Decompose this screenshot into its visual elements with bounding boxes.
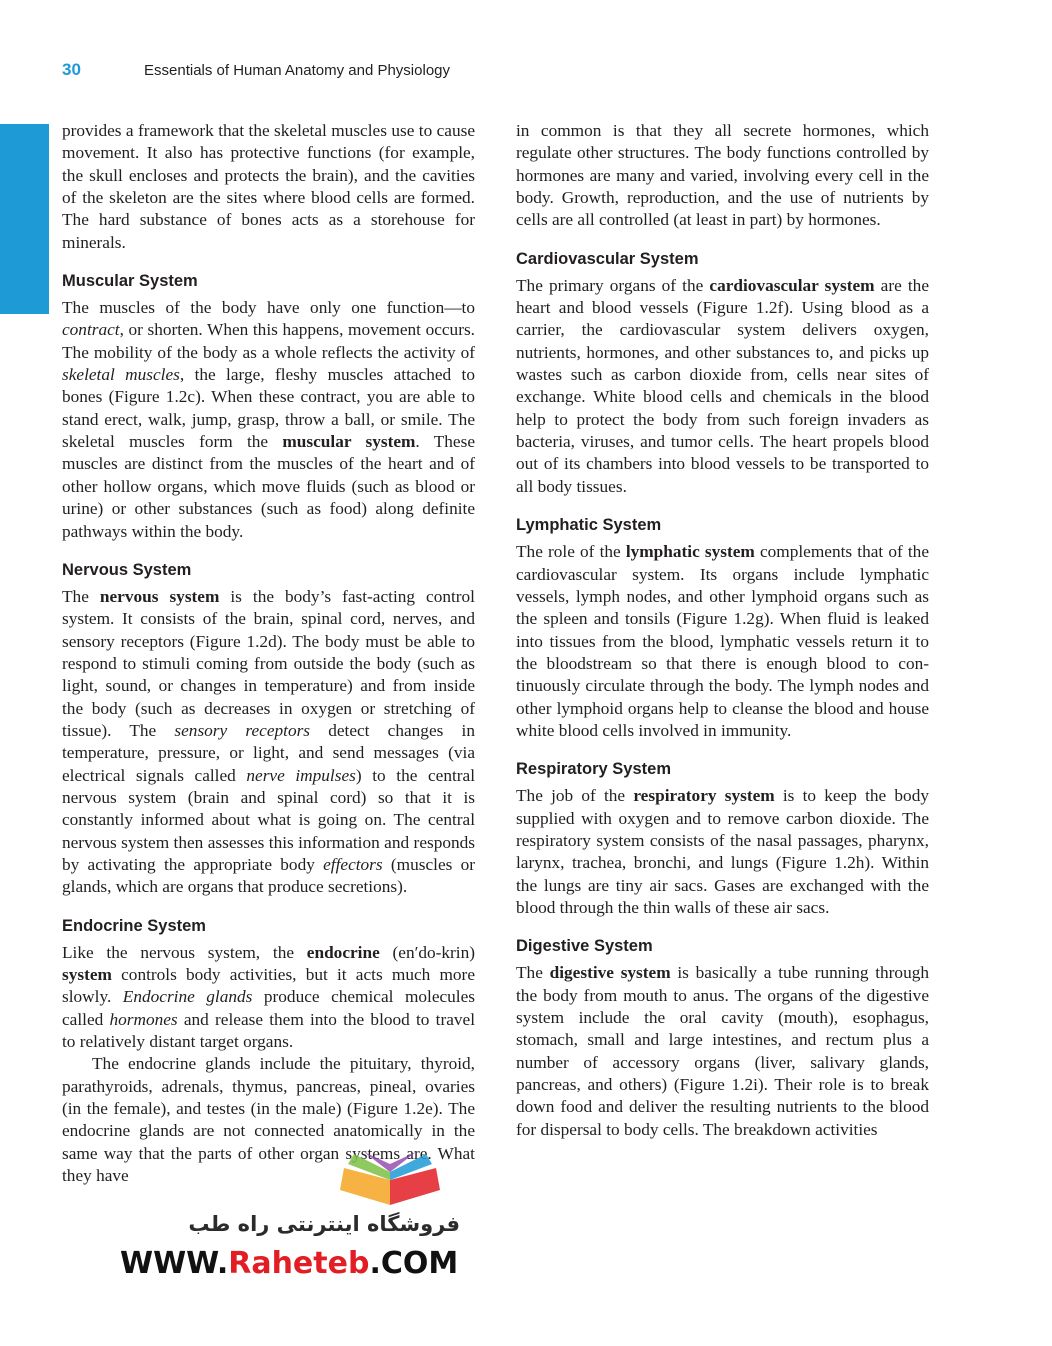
watermark-persian-text: فروشگاه اینترنتی راه طب bbox=[188, 1212, 460, 1236]
respiratory-system-paragraph: The job of the respiratory system is to keep the body supplied with oxygen and to remove carbon dioxide. The respiratory system consists of the nasal passages, pharynx, larynx, trachea, bronchi, and lungs (Figure 1.2h). Within the lungs are tiny air sacs. Gases are exchanged with the blood through the thin walls of these air sacs. bbox=[516, 786, 929, 917]
nervous-system-paragraph: The nervous system is the body’s fast-acting control system. It consists of the brain, spinal cord, nerves, and sensory receptors (Figure 1.2d). The body must be able to respond to stimuli coming from outside the body (such as light, sound, or changes in temperature) and from inside the body (such as decreases in oxygen or stretching of tissue). The sensory receptors detect changes in temperature, pressure, or light, and send messages (via electrical signals called nerve impulses) to the central nervous system (brain and spinal cord) so that it is constantly informed about what is going on. The central nervous system then assesses this information and responds by activating the appropriate body effectors (muscles or glands, which are organs that produce secretions). bbox=[62, 586, 475, 897]
open-book-logo-icon bbox=[330, 1150, 450, 1210]
page-header bbox=[62, 60, 450, 86]
running-title: Essentials of Human Anatomy and Physiology bbox=[144, 62, 450, 79]
endocrine-continuation-paragraph: in common is that they all secrete hormones, which regulate other structures. The body functions controlled by hormones are many and varied, involving every cell in the body. Growth, reproduction, and the use of nutrients by cells are all controlled (at least in part) by hormones. bbox=[516, 121, 929, 230]
page-number: 30 bbox=[62, 60, 81, 79]
right-column bbox=[516, 120, 929, 1141]
digestive-system-heading: Digestive System bbox=[516, 937, 653, 956]
nervous-system-heading: Nervous System bbox=[62, 560, 192, 579]
muscular-system-heading: Muscular System bbox=[62, 272, 198, 291]
endocrine-system-heading: Endocrine System bbox=[62, 916, 206, 935]
skeletal-continuation-paragraph: provides a framework that the skeletal muscles use to cause movement. It also has protective functions (for example, the skull encloses and protects the brain), and the cavities of the skeleton are the sites where blood cells are formed. The hard substance of bones acts as a storehouse for minerals. bbox=[62, 121, 475, 252]
lymphatic-system-heading: Lymphatic System bbox=[516, 516, 662, 535]
watermark bbox=[120, 1150, 460, 1290]
cardiovascular-system-heading: Cardiovascular System bbox=[516, 249, 699, 268]
chapter-tab bbox=[0, 124, 49, 314]
respiratory-system-heading: Respiratory System bbox=[516, 760, 671, 779]
watermark-url: WWW.Raheteb.COM bbox=[120, 1246, 459, 1281]
muscular-system-paragraph: The muscles of the body have only one function—to contract, or shorten. When this happens, movement occurs. The mobility of the body as a whole reflects the activity of skeletal muscles, the large, fleshy muscles attached to bones (Figure 1.2c). When these contract, you are able to stand erect, walk, jump, grasp, throw a ball, or smile. The skeletal muscles form the muscular system. These muscles are distinct from the muscles of the heart and of other hollow organs, which move fluids (such as blood or urine) or other substances (such as food) along definite pathways within the body. bbox=[62, 298, 475, 541]
cardiovascular-system-paragraph: The primary organs of the cardiovascular system are the heart and blood vessels (Figure 1.2f). Using blood as a carrier, the cardiovascular system delivers oxygen, nutrients, hormones, and other substances to, and picks up wastes such as carbon dioxide from, cells near sites of exchange. White blood cells and chemicals in the blood help to protect the body from such foreign invaders as bacteria, viruses, and tumor cells. The heart propels blood out of its chambers into blood vessels to be transported to all body tissues. bbox=[516, 275, 929, 496]
endocrine-glands-paragraph: The endocrine glands include the pituitary, thyroid, parathyroids, adrenals, thymus, pancreas, pineal, ovaries (in the female), and testes (in the male) (Figure 1.2e). The endocrine glands are not connected anatomically in the same way that the parts of other organ systems are. What they have bbox=[62, 1054, 475, 1186]
endocrine-system-paragraph: Like the nervous system, the endocrine (en′do-krin) system controls body activities, but it acts much more slowly. Endocrine glands produce chemical molecules called hormones and release them into the blood to travel to relatively distant target organs. bbox=[62, 942, 476, 1052]
lymphatic-system-paragraph: The role of the lymphatic system complements that of the cardiovascular system. Its organs include lymphatic vessels, lymph nodes, and other lymphoid organs such as the spleen and tonsils (Figure 1.2g). When fluid is leaked into tissues from the blood, lymphatic vessels return it to the bloodstream so that there is enough blood to continuously circulate through the body. The lymph nodes and other lymphoid organs help to cleanse the blood and house white blood cells involved in immunity. bbox=[516, 542, 929, 740]
left-column bbox=[62, 120, 475, 1187]
digestive-system-paragraph: The digestive system is basically a tube running through the body from mouth to anus. The organs of the digestive system include the oral cavity (mouth), esophagus, stomach, small and large intestines, and rectum plus a number of accessory organs (liver, salivary glands, pancreas, and others) (Figure 1.2i). Their role is to break down food and deliver the resulting nutrients to the blood for dispersal to body cells. The breakdown activities bbox=[516, 963, 929, 1139]
